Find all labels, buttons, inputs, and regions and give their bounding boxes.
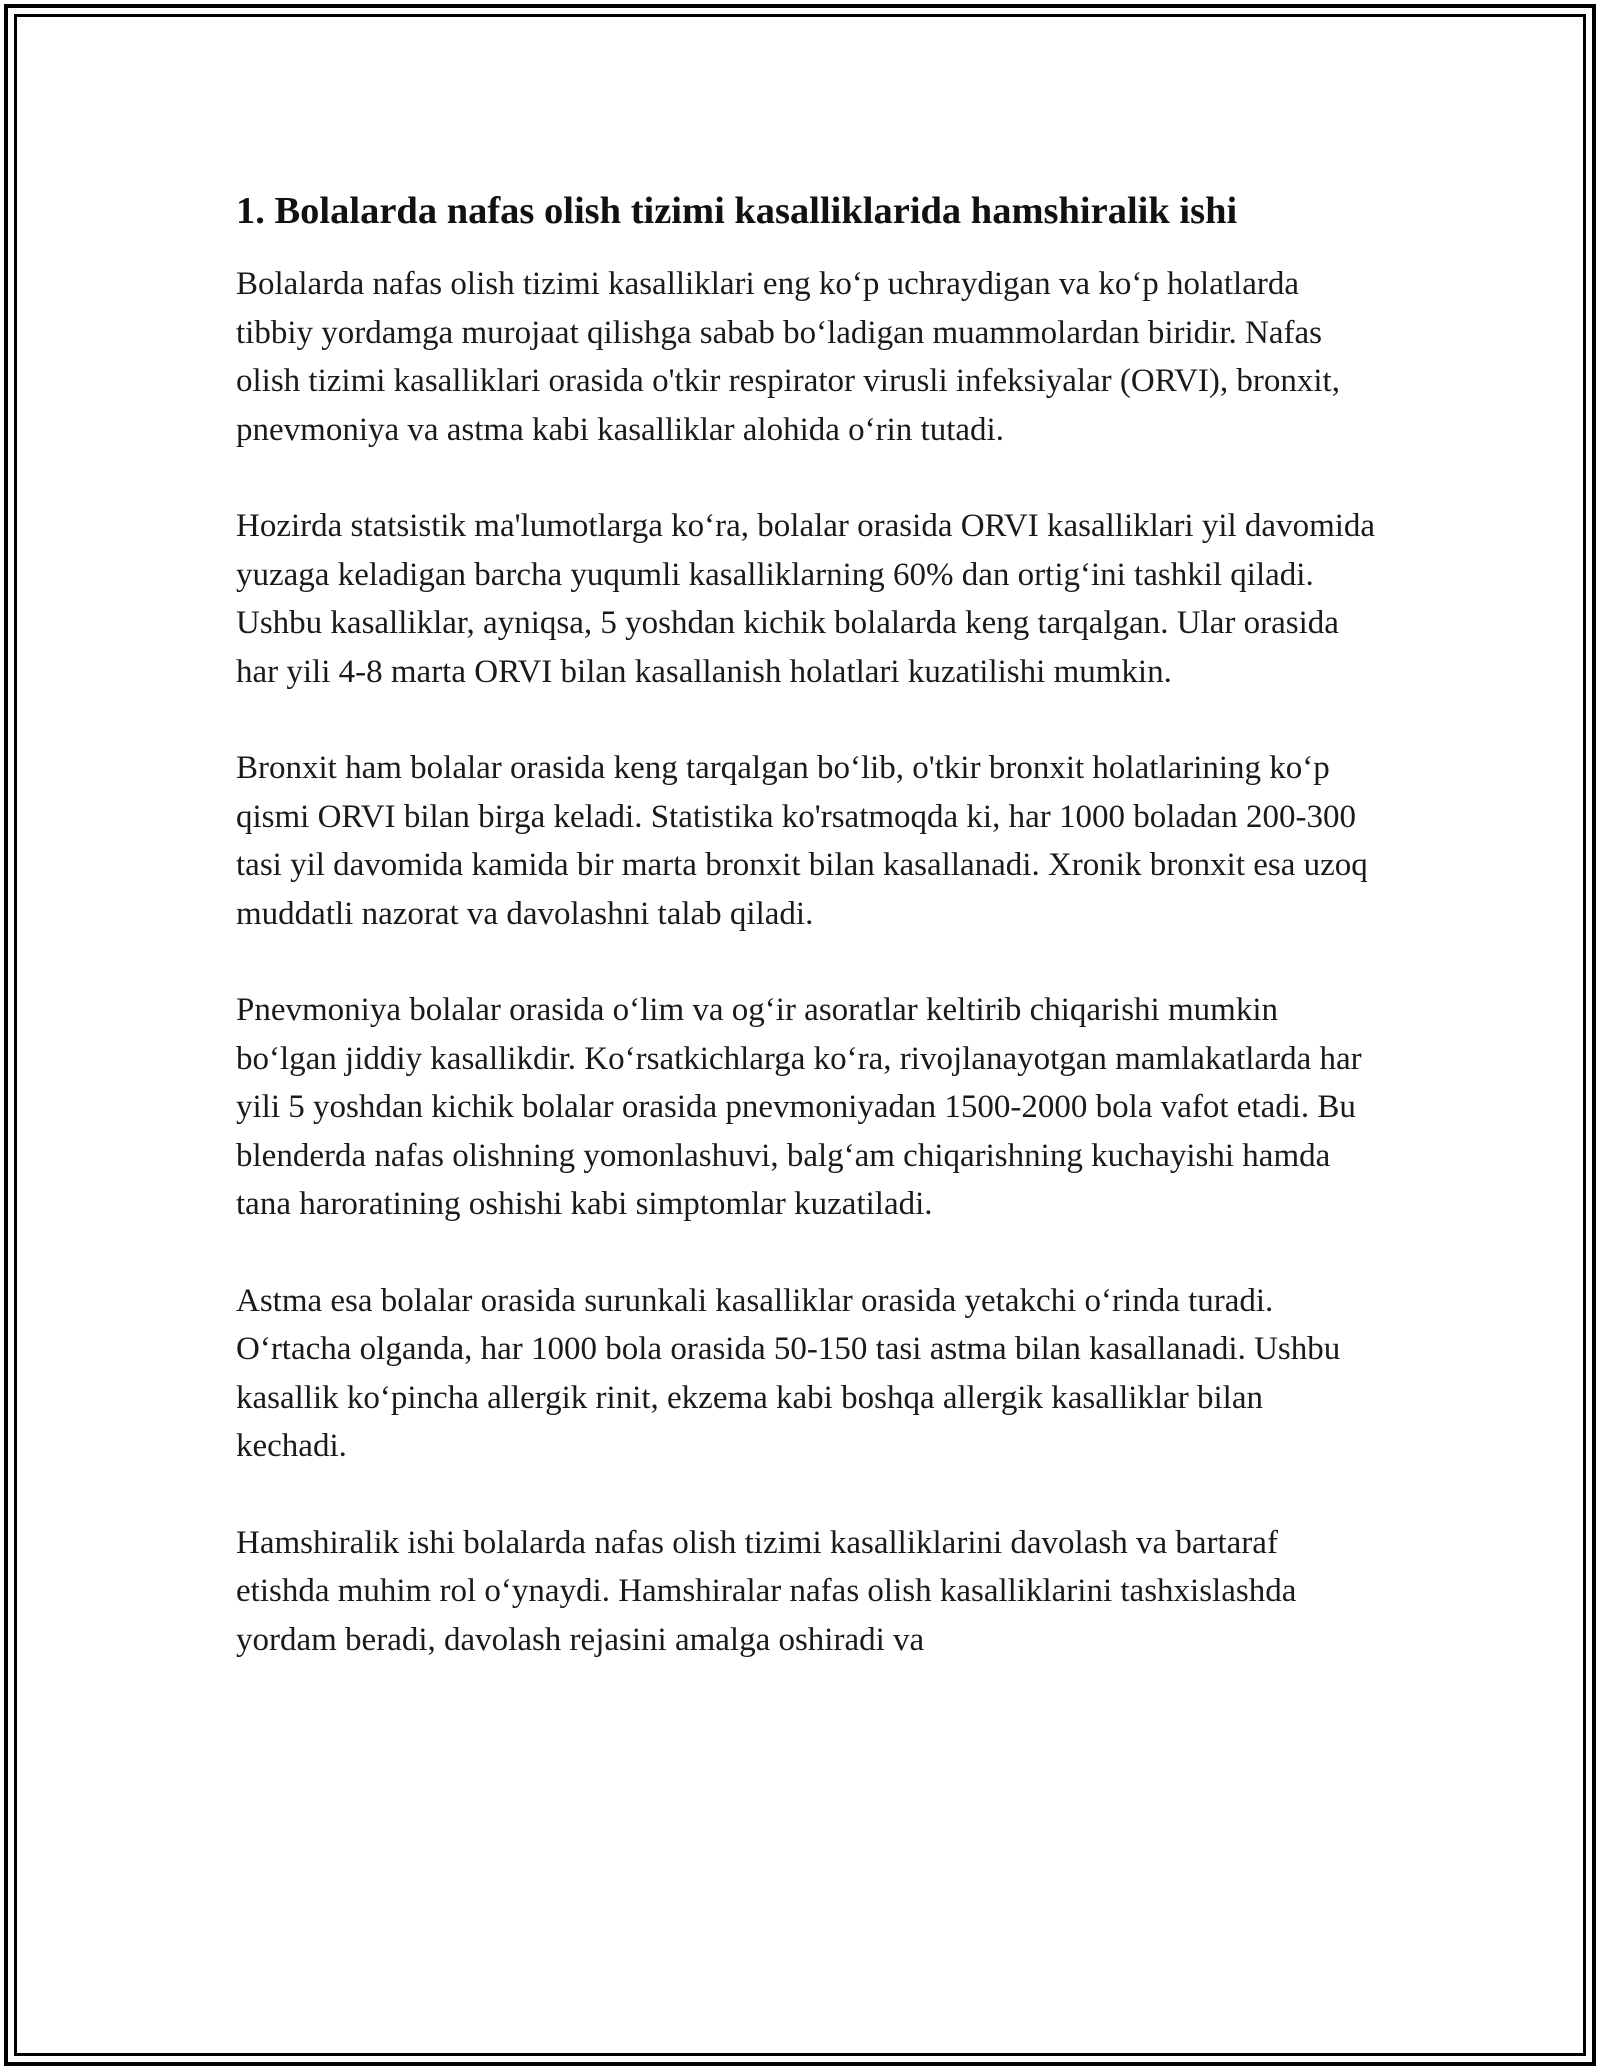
paragraph-nursing-role: Hamshiralik ishi bolalarda nafas olish tizimi kasalliklarini davolash va bartaraf etishda muhim rol o‘ynaydi. Hamshiralar nafas olish kasalliklarini tashxislashda yordam beradi, davolash rejasini amalga oshiradi va (236, 1524, 1297, 1658)
paragraph-pneumonia: Pnevmoniya bolalar orasida o‘lim va og‘ir asoratlar keltirib chiqarishi mumkin bo‘lgan jiddiy kasallikdir. Ko‘rsatkichlarga ko‘ra, rivojlanayotgan mamlakatlarda har yili 5 yoshdan kichik bolalar orasida pnevmoniyadan 1500-2000 bola vafot etadi. Bu blenderda nafas olishning yomonlashuvi, balg‘am chiqarishning kuchayishi hamda tana haroratining oshishi kabi simptomlar kuzatiladi. (236, 992, 1362, 1222)
paragraph-orvi-statistics: Hozirda statsistik ma'lumotlarga ko‘ra, bolalar orasida ORVI kasalliklari yil davomida yuzaga keladigan barcha yuqumli kasalliklarning 60% dan ortig‘ini tashkil qiladi. Ushbu kasalliklar, ayniqsa, 5 yoshdan kichik bolalarda keng tarqalgan. Ular orasida har yili 4-8 marta ORVI bilan kasallanish holatlari kuzatilishi mumkin. (236, 508, 1376, 690)
paragraph-asthma: Astma esa bolalar orasida surunkali kasalliklar orasida yetakchi o‘rinda turadi. O‘rtacha olganda, har 1000 bola orasida 50-150 tasi astma bilan kasallanadi. Ushbu kasallik ko‘pincha allergik rinit, ekzema kabi boshqa allergik kasalliklar bilan kechadi. (236, 1282, 1341, 1464)
document-body (236, 186, 1376, 1712)
section-heading: 1. Bolalarda nafas olish tizimi kasalliklarida hamshiralik ishi (236, 190, 1238, 232)
paragraph-bronchitis: Bronxit ham bolalar orasida keng tarqalgan bo‘lib, o'tkir bronxit holatlarining ko‘p qismi ORVI bilan birga keladi. Statistika ko'rsatmoqda ki, har 1000 boladan 200-300 tasi yil davomida kamida bir marta bronxit bilan kasallanadi. Xronik bronxit esa uzoq muddatli nazorat va davolashni talab qiladi. (236, 750, 1368, 932)
paragraph-intro: Bolalarda nafas olish tizimi kasalliklari eng ko‘p uchraydigan va ko‘p holatlarda tibbiy yordamga murojaat qilishga sabab bo‘ladigan muammolardan biridir. Nafas olish tizimi kasalliklari orasida o'tkir respirator virusli infeksiyalar (ORVI), bronxit, pnevmoniya va astma kabi kasalliklar alohida o‘rin tutadi. (236, 266, 1340, 448)
